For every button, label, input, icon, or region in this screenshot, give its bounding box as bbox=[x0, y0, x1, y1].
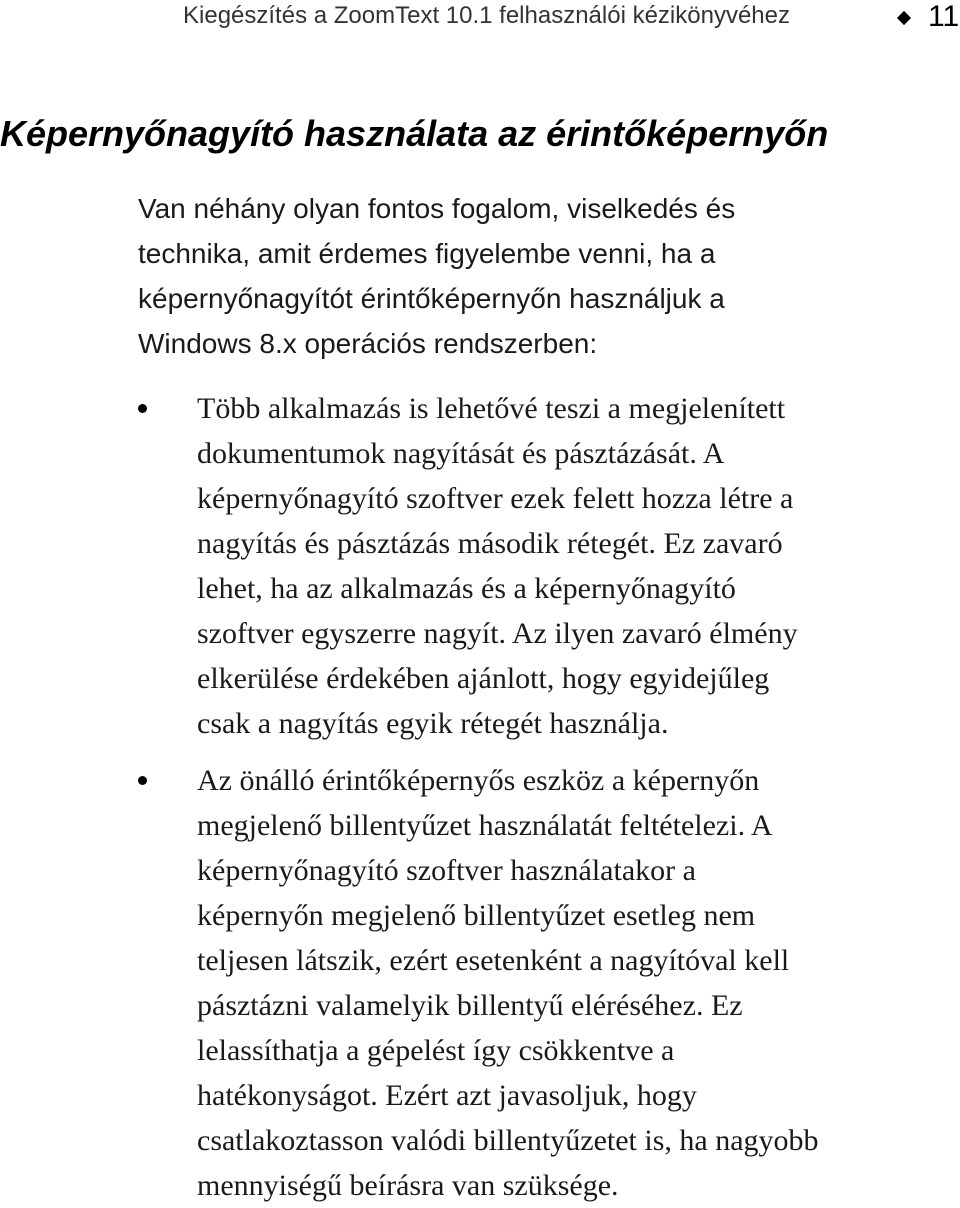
bullet-line: csak a nagyítás egyik rétegét használja. bbox=[197, 707, 669, 740]
intro-line: Van néhány olyan fontos fogalom, viselkedés és bbox=[138, 193, 736, 224]
bullet-line: elkerülése érdekében ajánlott, hogy egyidejűleg bbox=[197, 662, 770, 695]
diamond-separator-icon bbox=[897, 11, 911, 25]
bullet-line: Az önálló érintőképernyős eszköz a képernyőn bbox=[197, 764, 760, 797]
bullet-line: hatékonyságot. Ezért azt javasoljuk, hogy bbox=[197, 1079, 697, 1112]
bullet-list bbox=[0, 386, 819, 1208]
bullet-item bbox=[0, 386, 819, 746]
bullet-item bbox=[0, 758, 819, 1208]
bullet-line: képernyőn megjelenő billentyűzet esetleg nem bbox=[197, 899, 756, 932]
page-number: 11 bbox=[928, 0, 960, 33]
bullet-line: nagyítás és pásztázás második rétegét. Ez zavaró bbox=[197, 527, 783, 560]
intro-line: képernyőnagyítót érintőképernyőn használjuk a bbox=[138, 283, 725, 314]
bullet-line: Több alkalmazás is lehetővé teszi a megjelenített bbox=[197, 392, 786, 425]
intro-line: technika, amit érdemes figyelembe venni, ha a bbox=[138, 238, 716, 269]
bullet-line: mennyiségű beírásra van szüksége. bbox=[197, 1169, 619, 1202]
bullet-icon bbox=[138, 776, 147, 785]
bullet-icon bbox=[138, 404, 147, 413]
section-title: Képernyőnagyító használata az érintőképernyőn bbox=[0, 113, 829, 154]
bullet-line: lehet, ha az alkalmazás és a képernyőnagyító bbox=[197, 572, 736, 605]
bullet-line: képernyőnagyító szoftver ezek felett hozza létre a bbox=[197, 482, 794, 515]
bullet-line: dokumentumok nagyítását és pásztázását. A bbox=[197, 437, 725, 470]
bullet-line: lelassíthatja a gépelést így csökkentve a bbox=[197, 1034, 675, 1067]
bullet-line: megjelenő billentyűzet használatát feltételezi. A bbox=[197, 809, 773, 842]
intro-paragraph bbox=[138, 186, 938, 366]
bullet-line: csatlakoztasson valódi billentyűzetet is, ha nagyobb bbox=[197, 1124, 819, 1157]
running-title: Kiegészítés a ZoomText 10.1 felhasználói kézikönyvéhez bbox=[183, 2, 790, 29]
bullet-line: pásztázni valamelyik billentyű eléréséhez. Ez bbox=[197, 989, 743, 1022]
bullet-line: teljesen látszik, ezért esetenként a nagyítóval kell bbox=[197, 944, 790, 977]
bullet-line: szoftver egyszerre nagyít. Az ilyen zavaró élmény bbox=[197, 617, 798, 650]
running-header bbox=[183, 0, 960, 40]
intro-line: Windows 8.x operációs rendszerben: bbox=[138, 328, 598, 359]
bullet-line: képernyőnagyító szoftver használatakor a bbox=[197, 854, 696, 887]
